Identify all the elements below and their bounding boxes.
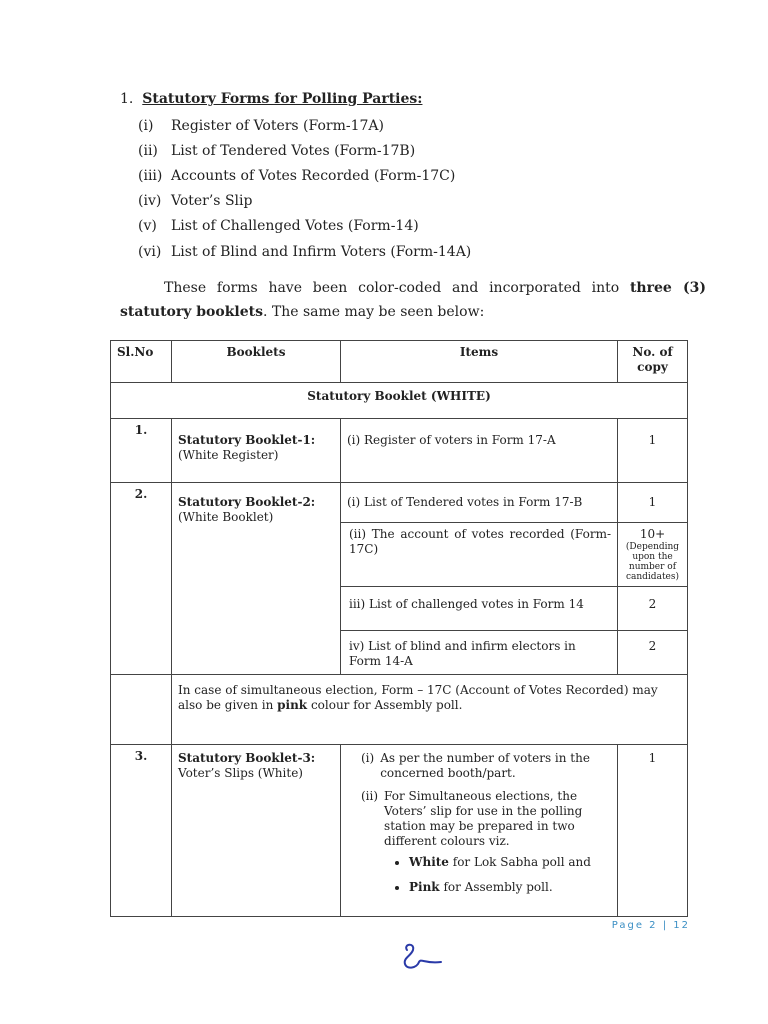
copies-cell: 1 xyxy=(618,419,688,483)
section-heading xyxy=(120,91,422,107)
colour-list xyxy=(361,855,611,895)
list-item: • White for Lok Sabha poll and xyxy=(409,855,611,870)
item-cell xyxy=(341,745,618,917)
booklet-cell: Statutory Booklet-1: (White Register) xyxy=(172,419,341,483)
item-cell: (i) Register of voters in Form 17-A xyxy=(341,419,618,483)
forms-list-item: (v) List of Challenged Votes (Form-14) xyxy=(138,218,419,234)
booklet-cell: Statutory Booklet-3: Voter’s Slips (White) xyxy=(172,745,341,917)
item-cell: (i) List of Tendered votes in Form 17-B xyxy=(341,483,618,523)
row-slno: 2. xyxy=(111,483,172,675)
note-row xyxy=(111,675,688,745)
forms-list-item: (i) Register of Voters (Form-17A) xyxy=(138,118,384,134)
header-copies: No. of copy xyxy=(618,341,688,383)
header-booklets: Booklets xyxy=(172,341,341,383)
copies-note: (Depending upon the number of candidates) xyxy=(625,542,680,582)
section-title: Statutory Booklet (WHITE) xyxy=(111,383,688,419)
row-slno: 1. xyxy=(111,419,172,483)
table-header-row xyxy=(111,341,688,383)
forms-list-item: (vi) List of Blind and Infirm Voters (Form-14A) xyxy=(138,244,472,260)
header-items: Items xyxy=(341,341,618,383)
page-number: Page 2 | 12 xyxy=(611,920,690,931)
signature-mark xyxy=(395,940,445,974)
heading-number: 1. xyxy=(120,91,134,107)
note-cell: In case of simultaneous election, Form – 17C (Account of Votes Recorded) may also be given in pink colour for Assembly poll. xyxy=(172,675,688,745)
sub-item: (i) As per the number of voters in the concerned booth/part. xyxy=(361,751,590,780)
item-cell: iv) List of blind and infirm electors in Form 14-A xyxy=(341,631,618,675)
item-cell: (ii) The account of votes recorded (Form-17C) xyxy=(341,523,618,587)
item-cell: iii) List of challenged votes in Form 14 xyxy=(341,587,618,631)
booklets-table xyxy=(110,340,688,917)
section-row xyxy=(111,383,688,419)
forms-list-item: (iv) Voter’s Slip xyxy=(138,193,253,209)
forms-list-item: (iii) Accounts of Votes Recorded (Form-17C) xyxy=(138,168,456,184)
heading-title: Statutory Forms for Polling Parties: xyxy=(142,91,423,107)
empty-cell xyxy=(111,675,172,745)
copies-cell: 2 xyxy=(618,631,688,675)
copies-cell: 2 xyxy=(618,587,688,631)
list-item: • Pink for Assembly poll. xyxy=(409,880,611,895)
copies-cell: 1 xyxy=(618,745,688,917)
row-slno: 3. xyxy=(111,745,172,917)
bold-text: three (3) statutory booklets xyxy=(120,280,707,320)
copies-cell: 1 xyxy=(618,483,688,523)
table-row xyxy=(111,483,688,523)
sub-item: (ii) For Simultaneous elections, the Voters’ slip for use in the polling station may be prepared in two different colours viz. xyxy=(361,789,583,848)
table-row xyxy=(111,745,688,917)
intro-paragraph: These forms have been color-coded and incorporated into three (3) statutory booklets. The same may be seen below: xyxy=(120,280,707,320)
copies-cell: 10+ (Depending upon the number of candidates) xyxy=(618,523,688,587)
header-slno: Sl.No xyxy=(111,341,172,383)
table-row xyxy=(111,419,688,483)
forms-list-item: (ii) List of Tendered Votes (Form-17B) xyxy=(138,143,416,159)
booklet-cell: Statutory Booklet-2: (White Booklet) xyxy=(172,483,341,675)
